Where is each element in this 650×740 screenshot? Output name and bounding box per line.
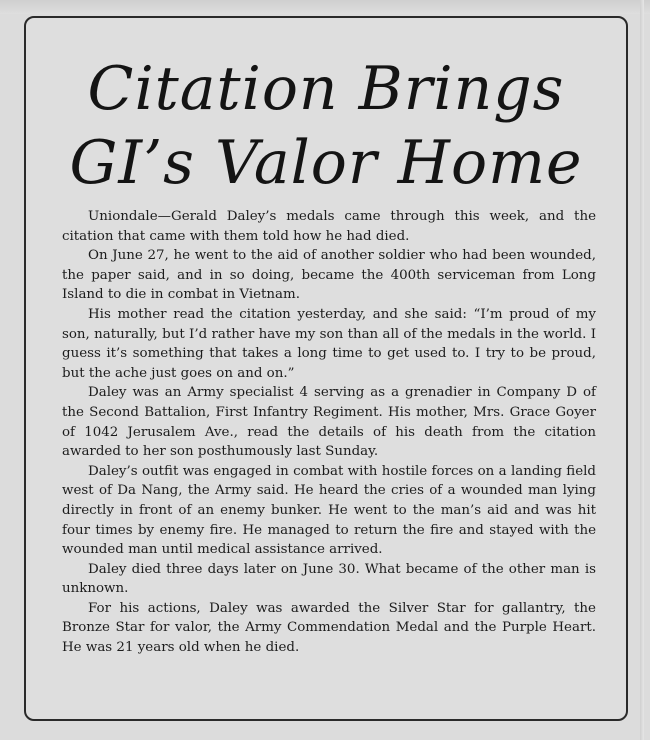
- article-paragraph: Daley was an Army specialist 4 serving as a grenadier in Company D of the Second Battalion, First Infantry Regiment. His mother, Mrs. Grace Goyer of 1042 Jerusalem Ave., read the details of his death from the citation awarded to her son posthumously last Sunday.: [62, 385, 596, 460]
- article-paragraph: Uniondale—Gerald Daley’s medals came through this week, and the citation that came with them told how he had died.: [62, 209, 596, 244]
- article-paragraph: For his actions, Daley was awarded the Silver Star for gallantry, the Bronze Star for valor, the Army Commendation Medal and the Purple Heart. He was 21 years old when he died.: [62, 600, 596, 656]
- headline-line-2: GI’s Valor Home: [69, 128, 583, 198]
- article-paragraph: Daley died three days later on June 30. What became of the other man is unknown.: [62, 561, 596, 597]
- article-paragraph: On June 27, he went to the aid of another soldier who had been wounded, the paper said, and in so doing, became the 400th serviceman from Long Island to die in combat in Vietnam.: [62, 248, 596, 303]
- article-paragraph: Daley’s outfit was engaged in combat with hostile forces on a landing field west of Da Nang, the Army said. He heard the cries of a wounded man lying directly in front of an enemy bunker. He went to the man’s aid and was hit four times by enemy fire. He managed to return the fire and stayed with the wounded man until medical assistance arrived.: [62, 463, 596, 558]
- page-edge-right: [640, 0, 644, 740]
- article-body: [62, 207, 596, 658]
- headline-line-1: Citation Brings: [87, 54, 565, 124]
- page-edge-top: [0, 0, 650, 14]
- article-paragraph: His mother read the citation yesterday, and she said: “I’m proud of my son, naturally, but I’d rather have my son than all of the medals in the world. I guess it’s something that takes a long time to get used to. I try to be proud, but the ache just goes on and on.”: [62, 306, 596, 381]
